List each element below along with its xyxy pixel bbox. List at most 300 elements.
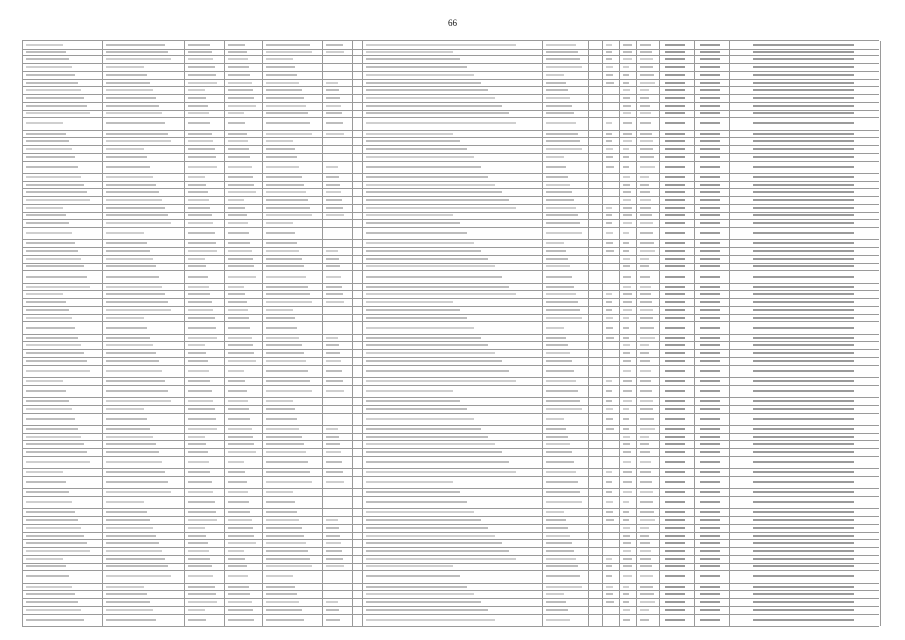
table-cell <box>602 314 620 322</box>
table-cell <box>636 555 660 563</box>
table-cell <box>636 247 660 255</box>
table-cell <box>588 298 603 306</box>
table-cell <box>102 334 185 342</box>
table-cell <box>619 212 637 220</box>
table-cell <box>729 212 881 220</box>
table-cell <box>322 94 353 102</box>
table-cell <box>322 334 353 342</box>
table-row <box>22 227 879 240</box>
table-cell <box>636 153 660 161</box>
table-cell <box>362 606 543 614</box>
table-cell <box>22 247 103 255</box>
table-cell <box>729 334 881 342</box>
table-cell <box>102 161 185 173</box>
table-cell <box>322 413 353 425</box>
table-cell <box>184 425 225 433</box>
table-cell <box>362 590 543 598</box>
table-cell <box>602 425 620 433</box>
table-cell <box>619 598 637 606</box>
table-cell <box>619 539 637 547</box>
table-cell <box>694 570 730 582</box>
table-cell <box>729 448 881 456</box>
table-cell <box>636 173 660 181</box>
table-cell <box>602 496 620 508</box>
table-cell <box>729 496 881 508</box>
table-cell <box>659 145 695 153</box>
table-cell <box>636 349 660 357</box>
table-cell <box>729 306 881 314</box>
table-cell <box>184 247 225 255</box>
table-cell <box>602 555 620 563</box>
table-cell <box>184 145 225 153</box>
table-cell <box>602 290 620 298</box>
table-cell <box>362 137 543 145</box>
table-cell <box>322 377 353 385</box>
table-cell <box>588 196 603 204</box>
table-cell <box>224 448 263 456</box>
table-cell <box>262 448 323 456</box>
table-cell <box>694 79 730 87</box>
table-cell <box>694 349 730 357</box>
table-cell <box>102 181 185 189</box>
table-cell <box>184 153 225 161</box>
table-cell <box>602 306 620 314</box>
table-cell <box>636 598 660 606</box>
table-cell <box>636 145 660 153</box>
table-cell <box>659 188 695 196</box>
table-cell <box>588 161 603 173</box>
table-cell <box>224 86 263 94</box>
table-cell <box>729 181 881 189</box>
table-cell <box>694 606 730 614</box>
table-cell <box>542 547 589 555</box>
table-cell <box>602 86 620 94</box>
table-cell <box>184 365 225 377</box>
table-cell <box>602 145 620 153</box>
table-cell <box>184 270 225 282</box>
table-cell <box>659 598 695 606</box>
table-cell <box>184 547 225 555</box>
table-cell <box>729 547 881 555</box>
table-cell <box>588 488 603 496</box>
table-cell <box>588 219 603 227</box>
table-cell <box>588 86 603 94</box>
table-cell <box>619 405 637 413</box>
table-cell <box>694 456 730 468</box>
table-cell <box>22 48 103 56</box>
table-cell <box>224 476 263 488</box>
table-cell <box>602 188 620 196</box>
table-cell <box>184 563 225 571</box>
table-cell <box>602 516 620 524</box>
table-cell <box>694 212 730 220</box>
table-cell <box>322 606 353 614</box>
table-cell <box>262 255 323 263</box>
table-cell <box>602 606 620 614</box>
table-cell <box>729 321 881 333</box>
table-cell <box>184 377 225 385</box>
table-cell <box>322 219 353 227</box>
table-cell <box>588 48 603 56</box>
table-cell <box>102 547 185 555</box>
table-cell <box>102 188 185 196</box>
table-cell <box>636 181 660 189</box>
table-cell <box>588 377 603 385</box>
table-cell <box>659 425 695 433</box>
table-cell <box>729 516 881 524</box>
table-cell <box>588 181 603 189</box>
table-cell <box>636 385 660 397</box>
table-cell <box>659 516 695 524</box>
table-cell <box>636 532 660 540</box>
table-cell <box>602 524 620 532</box>
table-cell <box>659 570 695 582</box>
table-cell <box>659 283 695 291</box>
table-cell <box>22 488 103 496</box>
table-cell <box>542 456 589 468</box>
table-cell <box>602 488 620 496</box>
table-cell <box>224 130 263 138</box>
table-cell <box>224 204 263 212</box>
table-cell <box>362 247 543 255</box>
table-cell <box>659 239 695 247</box>
table-cell <box>22 590 103 598</box>
table-cell <box>694 314 730 322</box>
table-cell <box>224 283 263 291</box>
table-cell <box>694 468 730 476</box>
table-cell <box>224 516 263 524</box>
table-cell <box>602 239 620 247</box>
table-cell <box>636 476 660 488</box>
table-cell <box>22 239 103 247</box>
table-row <box>22 161 879 174</box>
table-cell <box>362 532 543 540</box>
table-cell <box>659 547 695 555</box>
table-cell <box>224 110 263 118</box>
table-cell <box>588 153 603 161</box>
table-cell <box>636 204 660 212</box>
table-cell <box>262 48 323 56</box>
table-cell <box>659 539 695 547</box>
table-cell <box>694 614 730 626</box>
table-cell <box>588 563 603 571</box>
table-cell <box>619 188 637 196</box>
table-cell <box>619 524 637 532</box>
table-cell <box>102 247 185 255</box>
table-cell <box>602 468 620 476</box>
table-cell <box>588 145 603 153</box>
table-cell <box>619 377 637 385</box>
table-cell <box>224 508 263 516</box>
table-row <box>22 385 879 398</box>
table-cell <box>22 161 103 173</box>
table-cell <box>636 405 660 413</box>
table-cell <box>542 524 589 532</box>
table-cell <box>224 173 263 181</box>
table-cell <box>184 488 225 496</box>
table-cell <box>659 448 695 456</box>
table-cell <box>729 433 881 441</box>
table-cell <box>542 298 589 306</box>
table-cell <box>102 516 185 524</box>
table-cell <box>659 227 695 239</box>
table-cell <box>636 365 660 377</box>
table-cell <box>102 102 185 110</box>
table-cell <box>542 204 589 212</box>
table-cell <box>322 181 353 189</box>
table-cell <box>659 440 695 448</box>
table-cell <box>659 349 695 357</box>
table-cell <box>542 413 589 425</box>
table-cell <box>224 188 263 196</box>
table-cell <box>694 290 730 298</box>
table-cell <box>729 196 881 204</box>
table-cell <box>262 283 323 291</box>
table-cell <box>542 590 589 598</box>
table-cell <box>729 606 881 614</box>
table-cell <box>224 377 263 385</box>
table-cell <box>636 48 660 56</box>
table-cell <box>729 349 881 357</box>
table-cell <box>362 614 543 626</box>
table-cell <box>184 440 225 448</box>
table-cell <box>322 227 353 239</box>
table-cell <box>619 130 637 138</box>
table-cell <box>619 570 637 582</box>
table-cell <box>184 448 225 456</box>
table-cell <box>362 413 543 425</box>
table-cell <box>262 55 323 63</box>
table-cell <box>542 283 589 291</box>
table-cell <box>322 405 353 413</box>
table-cell <box>22 524 103 532</box>
table-cell <box>619 555 637 563</box>
table-cell <box>619 547 637 555</box>
table-cell <box>729 614 881 626</box>
table-cell <box>322 563 353 571</box>
table-cell <box>184 306 225 314</box>
table-cell <box>659 563 695 571</box>
table-cell <box>542 314 589 322</box>
table-cell <box>102 349 185 357</box>
table-cell <box>224 227 263 239</box>
table-cell <box>102 298 185 306</box>
table-cell <box>262 130 323 138</box>
table-cell <box>102 137 185 145</box>
table-cell <box>262 314 323 322</box>
table-cell <box>184 161 225 173</box>
table-cell <box>184 130 225 138</box>
table-cell <box>659 263 695 271</box>
table-cell <box>22 110 103 118</box>
table-cell <box>184 321 225 333</box>
table-cell <box>659 290 695 298</box>
table-cell <box>102 71 185 79</box>
table-cell <box>588 413 603 425</box>
table-cell <box>659 433 695 441</box>
table-row <box>22 270 879 283</box>
table-cell <box>102 117 185 129</box>
table-row <box>22 614 879 627</box>
table-row <box>22 321 879 334</box>
table-cell <box>636 440 660 448</box>
table-cell <box>542 377 589 385</box>
table-cell <box>224 196 263 204</box>
table-cell <box>362 377 543 385</box>
table-cell <box>602 219 620 227</box>
table-cell <box>542 563 589 571</box>
table-cell <box>542 606 589 614</box>
table-cell <box>224 456 263 468</box>
table-cell <box>619 496 637 508</box>
table-cell <box>184 79 225 87</box>
table-cell <box>322 614 353 626</box>
table-cell <box>619 334 637 342</box>
table-cell <box>184 196 225 204</box>
table-cell <box>602 583 620 591</box>
table-cell <box>588 496 603 508</box>
table-cell <box>636 321 660 333</box>
table-cell <box>659 614 695 626</box>
table-cell <box>224 63 263 71</box>
table-cell <box>22 377 103 385</box>
table-cell <box>602 590 620 598</box>
table-cell <box>224 570 263 582</box>
table-cell <box>22 283 103 291</box>
table-cell <box>224 137 263 145</box>
table-cell <box>262 547 323 555</box>
table-cell <box>636 614 660 626</box>
table-cell <box>619 448 637 456</box>
table-cell <box>102 306 185 314</box>
table-cell <box>729 71 881 79</box>
table-cell <box>588 173 603 181</box>
table-cell <box>636 71 660 79</box>
table-cell <box>602 377 620 385</box>
table-cell <box>362 365 543 377</box>
table-cell <box>184 614 225 626</box>
table-cell <box>659 298 695 306</box>
table-cell <box>694 440 730 448</box>
table-cell <box>102 606 185 614</box>
table-cell <box>542 405 589 413</box>
table-cell <box>636 63 660 71</box>
table-cell <box>22 606 103 614</box>
table-cell <box>262 117 323 129</box>
table-cell <box>542 173 589 181</box>
table-cell <box>694 86 730 94</box>
table-cell <box>588 385 603 397</box>
table-cell <box>22 539 103 547</box>
table-cell <box>729 255 881 263</box>
table-cell <box>322 263 353 271</box>
table-cell <box>602 456 620 468</box>
table-cell <box>602 570 620 582</box>
table-cell <box>619 583 637 591</box>
table-cell <box>542 532 589 540</box>
table-cell <box>322 524 353 532</box>
table-cell <box>602 365 620 377</box>
table-cell <box>602 349 620 357</box>
table-cell <box>694 239 730 247</box>
table-cell <box>22 570 103 582</box>
table-cell <box>542 86 589 94</box>
table-cell <box>22 547 103 555</box>
table-cell <box>542 334 589 342</box>
table-cell <box>694 539 730 547</box>
table-row <box>22 456 879 469</box>
table-cell <box>542 306 589 314</box>
table-cell <box>22 614 103 626</box>
table-cell <box>22 188 103 196</box>
table-cell <box>659 405 695 413</box>
table-cell <box>588 212 603 220</box>
table-cell <box>542 508 589 516</box>
table-cell <box>636 468 660 476</box>
table-cell <box>602 598 620 606</box>
table-cell <box>694 161 730 173</box>
table-cell <box>602 204 620 212</box>
table-cell <box>362 405 543 413</box>
table-cell <box>184 117 225 129</box>
table-cell <box>694 145 730 153</box>
table-cell <box>659 365 695 377</box>
table-cell <box>362 71 543 79</box>
table-cell <box>224 255 263 263</box>
table-cell <box>729 204 881 212</box>
table-cell <box>588 456 603 468</box>
table-cell <box>729 488 881 496</box>
table-cell <box>184 397 225 405</box>
table-cell <box>636 212 660 220</box>
table-cell <box>659 606 695 614</box>
table-cell <box>729 539 881 547</box>
table-cell <box>694 63 730 71</box>
table-cell <box>184 508 225 516</box>
table-cell <box>588 448 603 456</box>
table-cell <box>619 263 637 271</box>
table-cell <box>224 334 263 342</box>
table-cell <box>102 365 185 377</box>
table-cell <box>602 385 620 397</box>
table-cell <box>542 488 589 496</box>
table-cell <box>102 55 185 63</box>
table-cell <box>22 55 103 63</box>
table-cell <box>542 570 589 582</box>
table-cell <box>262 532 323 540</box>
table-cell <box>694 227 730 239</box>
table-cell <box>362 255 543 263</box>
table-cell <box>22 263 103 271</box>
table-cell <box>102 314 185 322</box>
table-cell <box>262 397 323 405</box>
table-cell <box>602 196 620 204</box>
table-cell <box>362 196 543 204</box>
table-cell <box>184 48 225 56</box>
table-cell <box>619 563 637 571</box>
table-cell <box>22 349 103 357</box>
table-cell <box>588 508 603 516</box>
table-cell <box>542 239 589 247</box>
table-cell <box>619 63 637 71</box>
table-cell <box>542 55 589 63</box>
table-cell <box>729 145 881 153</box>
table-cell <box>659 413 695 425</box>
table-cell <box>362 341 543 349</box>
table-cell <box>694 137 730 145</box>
table-cell <box>729 476 881 488</box>
table-cell <box>588 524 603 532</box>
